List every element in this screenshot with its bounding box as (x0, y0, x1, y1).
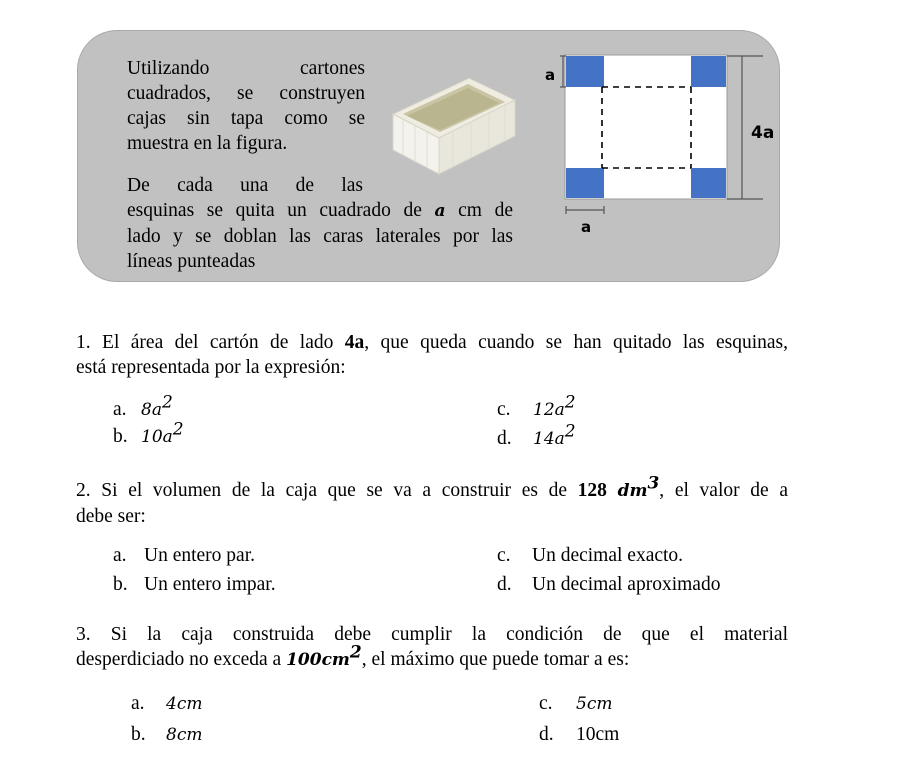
corner-square (691, 56, 726, 87)
option-letter: d. (497, 574, 512, 595)
option-text: Un decimal exacto. (532, 545, 684, 566)
intro-line: líneas punteadas (127, 251, 256, 272)
option-text: 5cm (576, 694, 613, 714)
option-letter: b. (113, 426, 128, 447)
question-text: , que queda cuando se han quitado las esquinas, (364, 332, 789, 353)
option-letter: a. (131, 693, 145, 714)
corner-square (566, 168, 604, 198)
question-1-line-1 (76, 330, 788, 355)
option-exponent: 2 (161, 392, 173, 413)
question-3 (76, 622, 788, 673)
q1-option-b[interactable] (113, 419, 184, 450)
corner-square (566, 56, 604, 87)
intro-line: Utilizando cartones (127, 58, 365, 79)
label-a-bottom: a (581, 218, 592, 236)
q2-option-d[interactable] (497, 572, 720, 597)
option-letter: a. (113, 399, 127, 420)
label-a-left: a (545, 66, 556, 84)
question-text: desperdiciado no exceda a (76, 649, 287, 670)
question-3-line-1: 3. Si la caja construida debe cumplir la condición de que el material (76, 624, 788, 645)
question-2 (76, 473, 788, 529)
option-text: 4cm (166, 694, 203, 714)
material-limit: 100cm (286, 650, 350, 670)
intro-line: cuadrados, se construyen (127, 83, 365, 104)
q3-option-c[interactable] (539, 691, 612, 717)
q1-option-d[interactable] (497, 421, 576, 452)
option-letter: d. (539, 724, 554, 745)
label-4a: 4a (751, 123, 775, 143)
question-1 (76, 330, 788, 380)
option-text: 10cm (576, 724, 620, 745)
q1-option-c[interactable] (497, 392, 576, 423)
option-letter: c. (539, 693, 553, 714)
intro-paragraph-2 (127, 173, 513, 274)
q3-option-d[interactable] (539, 722, 619, 747)
volume-value: 128 (577, 480, 618, 501)
q3-option-a[interactable] (131, 691, 202, 717)
volume-exponent: 3 (647, 473, 660, 494)
option-text: Un entero par. (144, 545, 256, 566)
intro-line (127, 198, 513, 224)
q2-option-c[interactable] (497, 543, 683, 568)
option-value: 10a (141, 427, 173, 447)
question-text: 1. El área del cartón de lado (76, 332, 345, 353)
option-letter: c. (497, 545, 511, 566)
option-exponent: 2 (172, 419, 184, 440)
intro-text: cm de (445, 200, 513, 221)
option-exponent: 2 (564, 421, 576, 442)
option-value: 8a (141, 400, 162, 420)
question-3-line-2 (76, 642, 788, 673)
q2-option-a[interactable] (113, 543, 255, 568)
question-2-line-1 (76, 473, 788, 504)
open-box-photo (383, 72, 525, 178)
option-letter: b. (113, 574, 128, 595)
question-text: 2. Si el volumen de la caja que se va a construir es de (76, 480, 578, 501)
intro-line: lado y se doblan las caras laterales por las (127, 226, 513, 247)
option-text: Un entero impar. (144, 574, 276, 595)
q2-option-b[interactable] (113, 572, 276, 597)
side-length: 4a (344, 332, 365, 353)
intro-paragraph-1 (127, 56, 365, 156)
option-letter: b. (131, 724, 146, 745)
material-exponent: 2 (349, 642, 362, 663)
option-value: 12a (533, 400, 565, 420)
intro-line: muestra en la figura. (127, 133, 288, 154)
intro-text: esquinas se quita un cuadrado de (127, 200, 435, 221)
q1-option-a[interactable] (113, 392, 173, 423)
option-value: 14a (533, 429, 565, 449)
option-exponent: 2 (564, 392, 576, 413)
option-letter: d. (497, 428, 512, 449)
option-text: 8cm (166, 725, 203, 745)
corner-square (691, 168, 726, 198)
intro-line: De cada una de las (127, 175, 363, 196)
q3-option-b[interactable] (131, 722, 202, 748)
cardboard-diagram (535, 50, 785, 250)
question-text: , el máximo que puede tomar a es: (361, 649, 630, 670)
question-1-line-2: está representada por la expresión: (76, 357, 346, 378)
option-letter: a. (113, 545, 127, 566)
intro-line: cajas sin tapa como se (127, 108, 365, 129)
option-letter: c. (497, 399, 511, 420)
volume-unit: dm (617, 481, 648, 501)
question-text: , el valor de a (659, 480, 788, 501)
question-2-line-2: debe ser: (76, 506, 146, 527)
variable-a: a (434, 201, 446, 221)
option-text: Un decimal aproximado (532, 574, 721, 595)
